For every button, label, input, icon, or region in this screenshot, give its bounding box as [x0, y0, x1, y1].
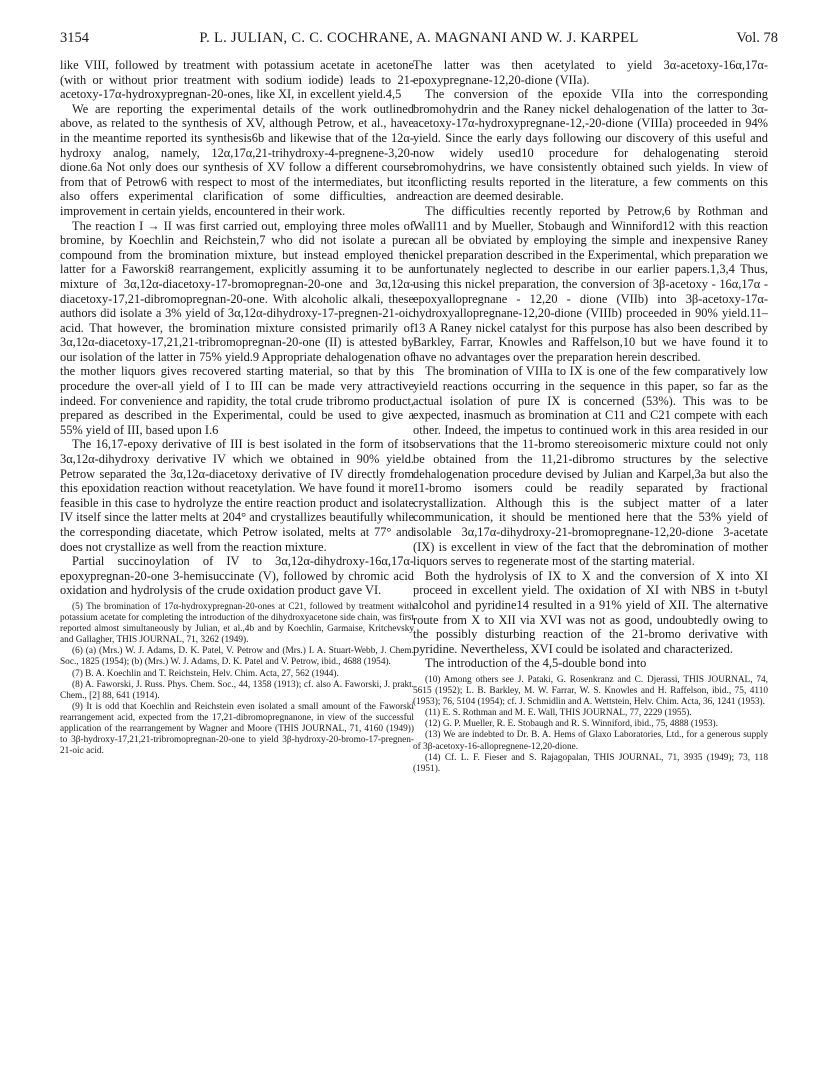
left-column — [60, 58, 414, 757]
paragraph: The introduction of the 4,5-double bond into — [425, 656, 647, 671]
footnote: (8) A. Faworski, J. Russ. Phys. Chem. Soc., 44, 1358 (1913); cf. also A. Faworski, J. prakt. Chem., [2] 88, 641 (1914). — [60, 679, 414, 701]
paragraph: The bromination of VIIIa to IX is one of the few comparatively low yield reactions occurring in the sequence in this paper, so far as the actual isolation of pure IX is concerned (53%). This was to be expected, inasmuch as bromination at C11 and C21 compete with each other. Indeed, the impetus to continued work in this area resided in our observations that the 11-bromo stereoisomeric mixture could not only be obtained from the 11,21-dibromo structures by the selective dehalogenation procedure devised by Julian and Karpel,3a but also the 11-bromo isomers could be readily separated by fractional crystallization. Although this is the subject matter of a later communication, it should be mentioned here that the 53% yield of isolable 3α,17α-dihydroxy-21-bromopregnane-12,20-dione 3-acetate (IX) is excellent in view of the fact that the debromination of mother liquors serves to regenerate most of the starting material. — [413, 364, 768, 569]
footnote: (5) The bromination of 17α-hydroxypregnan-20-ones at C21, followed by treatment with potassium acetate for completing the introduction of the dihydroxyacetone side chain, was first reported almost simultaneously by Julian, et al.,4b and by Koechlin, Garmaise, Kritchevsky and Gallagher, THIS JOURNAL, 71, 3262 (1949). — [60, 601, 414, 646]
footnotes-left — [60, 602, 414, 757]
footnote: (10) Among others see J. Pataki, G. Rosenkranz and C. Djerassi, THIS JOURNAL, 74, 5615 (1952); L. B. Barkley, M. W. Farrar, W. S. Knowles and H. Raffelson, ibid., 75, 4110 (1953); 76, 5104 (1954); cf. J. Schmidlin and A. Wettstein, Helv. Chim. Acta, 36, 1241 (1953). — [413, 674, 768, 708]
paragraph: The conversion of the epoxide VIIa into the corresponding bromohydrin and the Raney nickel dehalogenation of the latter to 3α-acetoxy-17α-hydroxypregnane-12,-20-dione (VIIIa) proceeded in 94% yield. Since the early days following our discovery of this useful and now widely used10 procedure for dehalogenating steroid bromohydrins, we have consistently obtained such yields. In view of conflicting results reported in the literature, a few comments on this reaction are deemed desirable. — [413, 87, 768, 204]
paragraph: The reaction I → II was first carried out, employing three moles of bromine, by Koechlin and Reichstein,7 who did not isolate a pure compound from the bromination mixture, but instead employed the latter for a Faworski8 rearrangement, explicitly assuming it to be a mixture of 3α,12α-diacetoxy-17-bromopregnan-20-one and 3α,12α-diacetoxy-17,21-dibromopregnan-20-one. With alcoholic alkali, these authors did isolate a 3% yield of 3α,12α-dihydroxy-17-pregnen-21-oic acid. That however, the bromination mixture consisted primarily of 3α,12α-diacetoxy-17,21,21-tribromopregnan-20-one (II) is attested by our isolation of the latter in 75% yield.9 Appropriate dehalogenation of the mother liquors gives recovered starting material, so that by this procedure the over-all yield of I to III can be made very attractive indeed. For convenience and rapidity, the total crude tribromo product, prepared as described in the Experimental, could be used to give a 55% yield of III, based upon I.6 — [60, 218, 414, 437]
paragraph: The difficulties recently reported by Petrow,6 by Rothman and Wall11 and by Mueller, Stobaugh and Winniford12 with this reaction can all be obviated by employing the simple and inexpensive Raney nickel preparation described in the Experimental, which preparation we unfortunately neglected to describe in our earlier papers.1,3,4 Thus, using this nickel preparation, the conversion of 3β-acetoxy - 16α,17α - epoxyallopregnane - 12,20 - dione (VIIb) into 3β-acetoxy-17α-hydroxyallopregnane-12,20-dione (VIIIb) proceeded in 90% yield.11–13 A Raney nickel catalyst for this purpose has also been described by Barkley, Farrar, Knowles and Raffelson,10 but we have found it to have no advantages over the preparation herein described. — [413, 203, 768, 364]
author-line: P. L. JULIAN, C. C. COCHRANE, A. MAGNANI AND W. J. KARPEL — [199, 30, 639, 46]
paragraph: Partial succinoylation of IV to 3α,12α-dihydroxy-16α,17α-epoxypregnan-20-one 3-hemisuccinate (V), followed by chromic acid oxidation and hydrolysis of the crude oxidation product gave VI. — [60, 554, 414, 598]
footnote: (9) It is odd that Koechlin and Reichstein even isolated a small amount of the Faworski rearrangement acid, expected from the 17,21-dibromopregnanone, in view of the successful application of the rearrangement by Wagner and Moore (THIS JOURNAL, 71, 4160 (1949)) to 3β-hydroxy-17,21,21-tribromopregnan-20-one to yield 3β-hydroxy-20-bromo-17-pregnen-21-oic acid. — [60, 701, 414, 757]
paragraph: Both the hydrolysis of IX to X and the conversion of X into XI proceed in excellent yield. The oxidation of XI with NBS in t-butyl alcohol and pyridine14 resulted in a 91% yield of XII. The alternative route from X to XII via XVI was not as good, undoubtedly owing to the possibly disturbing reaction of the 21-bromo derivative with pyridine. Nevertheless, XVI could be isolated and characterized. — [413, 568, 768, 656]
page-number: 3154 — [60, 30, 89, 46]
running-header — [60, 30, 778, 50]
footnotes-right — [413, 675, 768, 775]
right-column — [413, 58, 768, 775]
footnote: (7) B. A. Koechlin and T. Reichstein, Helv. Chim. Acta, 27, 562 (1944). — [72, 668, 339, 679]
footnote: (6) (a) (Mrs.) W. J. Adams, D. K. Patel, V. Petrow and (Mrs.) I. A. Stuart-Webb, J. Chem. Soc., 1825 (1954); (b) (Mrs.) W. J. Adams, D. K. Patel and V. Petrow, ibid., 4688 (1954). — [60, 646, 414, 668]
paragraph: We are reporting the experimental details of the work outlined above, as related to the synthesis of XV, although Petrow, et al., have in the meantime reported its synthesis6b and likewise that of the 12α-hydroxy analog, namely, 12α,17α,21-trihydroxy-4-pregnene-3,20-dione.6a Not only does our synthesis of XV follow a different course from that of Petrow6 with respect to most of the intermediates, but it also offers experimental clarification of some difficulties, and improvement in certain yields, encountered in their work. — [60, 101, 414, 218]
volume-label: Vol. 78 — [736, 30, 778, 46]
paragraph: like VIII, followed by treatment with potassium acetate in acetone (with or without prior treatment with sodium iodide) leads to 21-acetoxy-17α-hydroxypregnan-20-ones, like XI, in excellent yield.4,5 — [60, 58, 414, 102]
footnote: (11) E. S. Rothman and M. E. Wall, THIS JOURNAL, 77, 2229 (1955). — [425, 708, 692, 719]
paragraph: The latter was then acetylated to yield 3α-acetoxy-16α,17α-epoxypregnane-12,20-dione (VIIa). — [413, 58, 768, 87]
footnote: (13) We are indebted to Dr. B. A. Hems of Glaxo Laboratories, Ltd., for a generous supply of 3β-acetoxy-16-allopregnene-12,20-dione. — [413, 730, 768, 752]
footnote: (12) G. P. Mueller, R. E. Stobaugh and R. S. Winniford, ibid., 75, 4888 (1953). — [425, 719, 718, 730]
footnote: (14) Cf. L. F. Fieser and S. Rajagopalan, THIS JOURNAL, 71, 3935 (1949); 73, 118 (1951). — [413, 752, 768, 774]
paragraph: The 16,17-epoxy derivative of III is best isolated in the form of its 3α,12α-dihydroxy derivative IV which we obtained in 90% yield. Petrow separated the 3α,12α-diacetoxy derivative of IV directly from this epoxidation reaction without reacetylation. We have found it more feasible in this case to hydrolyze the entire reaction product and isolate IV itself since the latter melts at 204° and crystallizes beautifully while the corresponding diacetate, which Petrow isolated, melts at 77° and does not crystallize as well from the reaction mixture. — [60, 437, 414, 554]
